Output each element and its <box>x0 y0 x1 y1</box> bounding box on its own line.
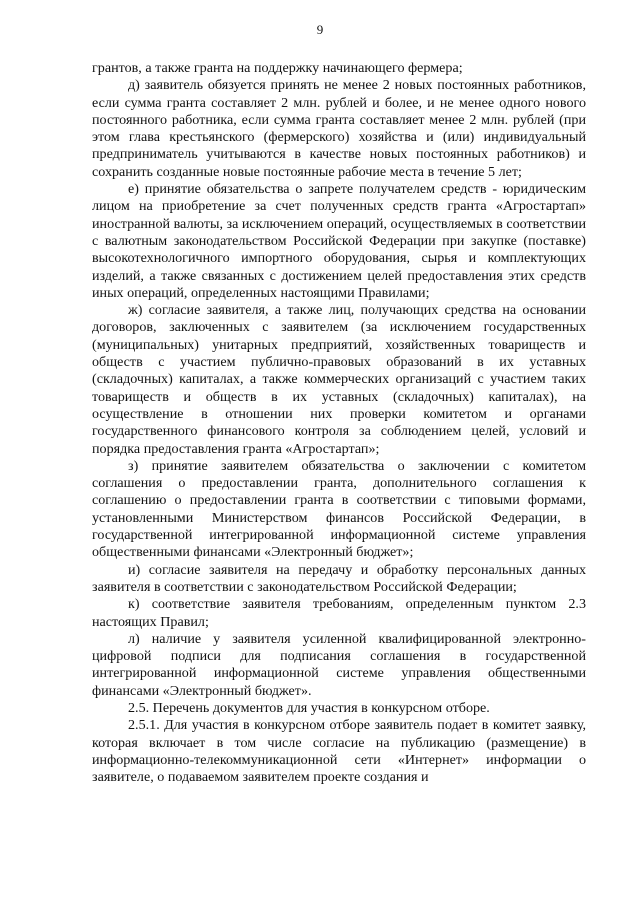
paragraph-i: и) согласие заявителя на передачу и обработку персональных данных заявителя в соответствии с законодательством Российской Федерации; <box>92 561 586 595</box>
paragraph-k: к) соответствие заявителя требованиям, определенным пунктом 2.3 настоящих Правил; <box>92 596 586 630</box>
paragraph-zh: ж) согласие заявителя, а также лиц, получающих средства на основании договоров, заключенных с заявителем (за исключением государственных (муниципальных) унитарных предприятий, хозяйственных товариществ и обществ с участием публично-правовых образований в их уставных (складочных) капиталах, а также коммерческих организаций с участием таких товариществ и обществ в их уставных (складочных) капиталах), на осуществление в отношении них проверки комитетом и органами государственного финансового контроля за соблюдением целей, условий и порядка предоставления гранта «Агростартап»; <box>92 302 586 457</box>
section-heading-2-5: 2.5. Перечень документов для участия в конкурсном отборе. <box>128 699 490 716</box>
paragraph-d: д) заявитель обязуется принять не менее 2 новых постоянных работников, если сумма гранта составляет 2 млн. рублей и более, и не менее одного нового постоянного работника, если сумма гранта составляет менее 2 млн. рублей (при этом глава крестьянского (фермерского) хозяйства и (или) индивидуальный предприниматель учитываются в качестве новых постоянных работников) и сохранить созданные новые постоянные рабочие места в течение 5 лет; <box>92 77 586 180</box>
paragraph-continuation: грантов, а также гранта на поддержку начинающего фермера; <box>92 60 463 76</box>
paragraph-l: л) наличие у заявителя усиленной квалифицированной электронно-цифровой подписи для подписания соглашения в государственной интегрированной информационной системе управления общественными финансами «Электронный бюджет». <box>92 630 586 699</box>
page-number: 9 <box>316 22 324 37</box>
paragraph-z: з) принятие заявителем обязательства о заключении с комитетом соглашения о предоставлении гранта, дополнительного соглашения к соглашению о предоставлении гранта в соответствии с типовыми формами, установленными Министерством финансов Российской Федерации, в государственной интегрированной информационной системе управления общественными финансами «Электронный бюджет»; <box>92 457 586 561</box>
body-text <box>92 60 586 786</box>
paragraph-2-5-1: 2.5.1. Для участия в конкурсном отборе заявитель подает в комитет заявку, которая включает в том числе согласие на публикацию (размещение) в информационно-телекоммуникационной сети «Интернет» информации о заявителе, о подаваемом заявителем проекте создания и <box>92 717 586 786</box>
paragraph-e: е) принятие обязательства о запрете получателем средств - юридическим лицом на приобретение за счет полученных средств гранта «Агростартап» иностранной валюты, за исключением операций, осуществляемых в соответствии с валютным законодательством Российской Федерации при закупке (поставке) высокотехнологичного импортного оборудования, сырья и комплектующих изделий, а также связанных с достижением целей предоставления этих средств иных операций, определенных настоящими Правилами; <box>92 181 586 301</box>
